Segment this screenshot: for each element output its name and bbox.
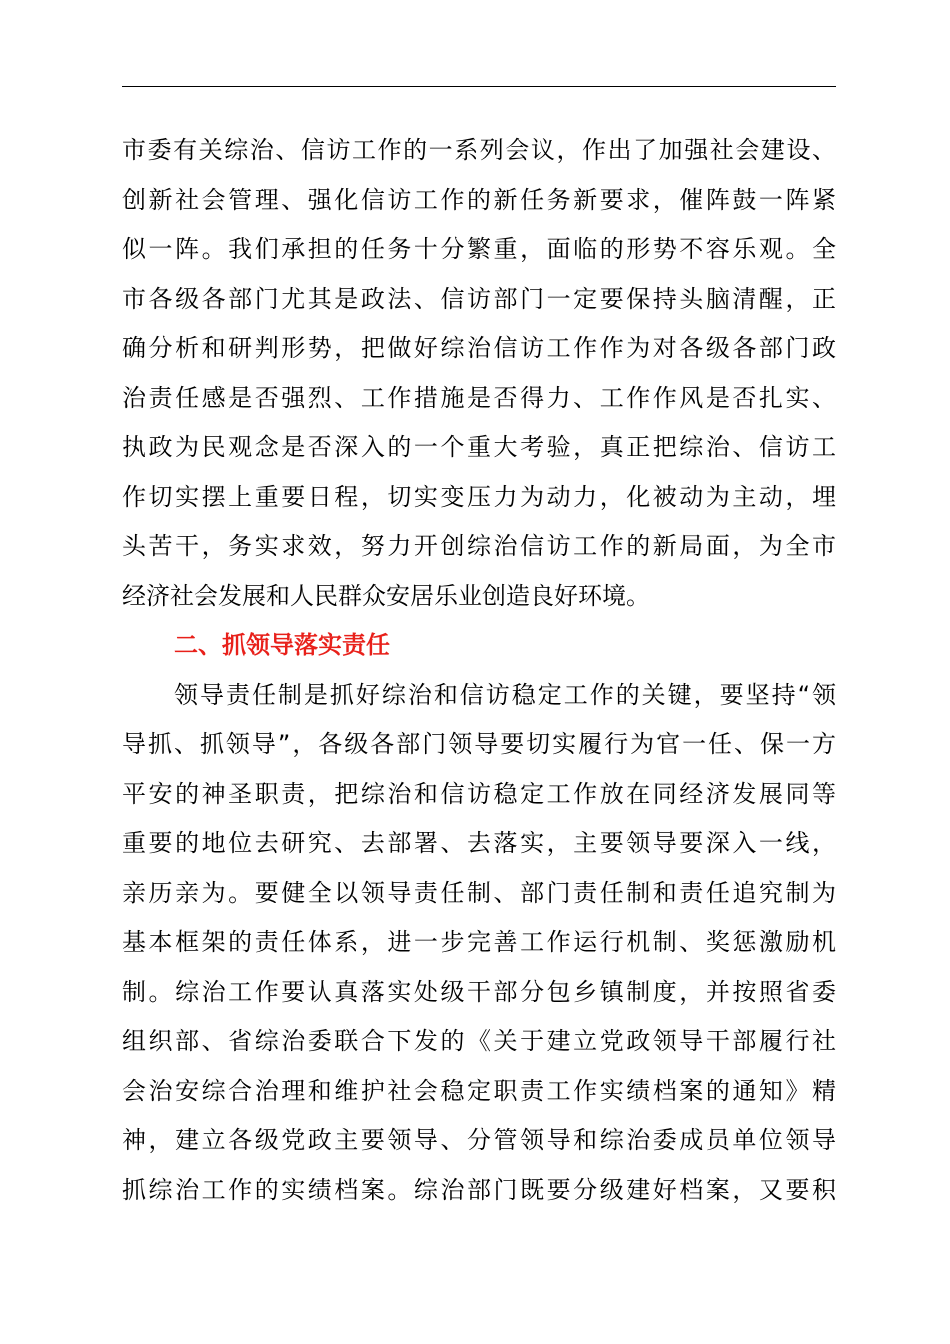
document-body — [122, 126, 836, 1215]
body-line: 头苦干，务实求效，努力开创综治信访工作的新局面，为全市 — [122, 532, 836, 560]
body-line: 似一阵。我们承担的任务十分繁重，面临的形势不容乐观。全 — [122, 235, 836, 263]
body-line: 市委有关综治、信访工作的一系列会议，作出了加强社会建设、 — [122, 136, 836, 164]
body-line: 基本框架的责任体系，进一步完善工作运行机制、奖惩激励机 — [122, 928, 836, 956]
body-line: 亲历亲为。要健全以领导责任制、部门责任制和责任追究制为 — [122, 878, 836, 907]
body-line: 神，建立各级党政主要领导、分管领导和综治委成员单位领导 — [122, 1126, 836, 1154]
section-heading: 二、抓领导落实责任 — [174, 631, 390, 659]
body-line: 导抓、抓领导”，各级各部门领导要切实履行为官一任、保一方 — [122, 730, 836, 758]
body-line: 创新社会管理、强化信访工作的新任务新要求，催阵鼓一阵紧 — [122, 185, 836, 214]
body-line: 经济社会发展和人民群众安居乐业创造良好环境。 — [122, 581, 650, 610]
body-line: 平安的神圣职责，把综治和信访稳定工作放在同经济发展同等 — [122, 779, 836, 808]
body-line: 作切实摆上重要日程，切实变压力为动力，化被动为主动，埋 — [122, 482, 836, 511]
body-line: 领导责任制是抓好综治和信访稳定工作的关键，要坚持“领 — [174, 680, 836, 709]
body-line: 市各级各部门尤其是政法、信访部门一定要保持头脑清醒，正 — [122, 284, 836, 313]
body-line: 组织部、省综治委联合下发的《关于建立党政领导干部履行社 — [122, 1027, 836, 1055]
body-line: 制。综治工作要认真落实处级干部分包乡镇制度，并按照省委 — [122, 977, 836, 1006]
body-line: 执政为民观念是否深入的一个重大考验，真正把综治、信访工 — [122, 433, 836, 461]
body-line: 会治安综合治理和维护社会稳定职责工作实绩档案的通知》精 — [122, 1076, 836, 1105]
body-line: 重要的地位去研究、去部署、去落实，主要领导要深入一线， — [122, 829, 836, 857]
body-line: 确分析和研判形势，把做好综治信访工作作为对各级各部门政 — [122, 334, 836, 362]
header-rule — [122, 86, 836, 87]
body-line: 抓综治工作的实绩档案。综治部门既要分级建好档案，又要积 — [122, 1175, 836, 1204]
body-line: 治责任感是否强烈、工作措施是否得力、工作作风是否扎实、 — [122, 383, 836, 412]
